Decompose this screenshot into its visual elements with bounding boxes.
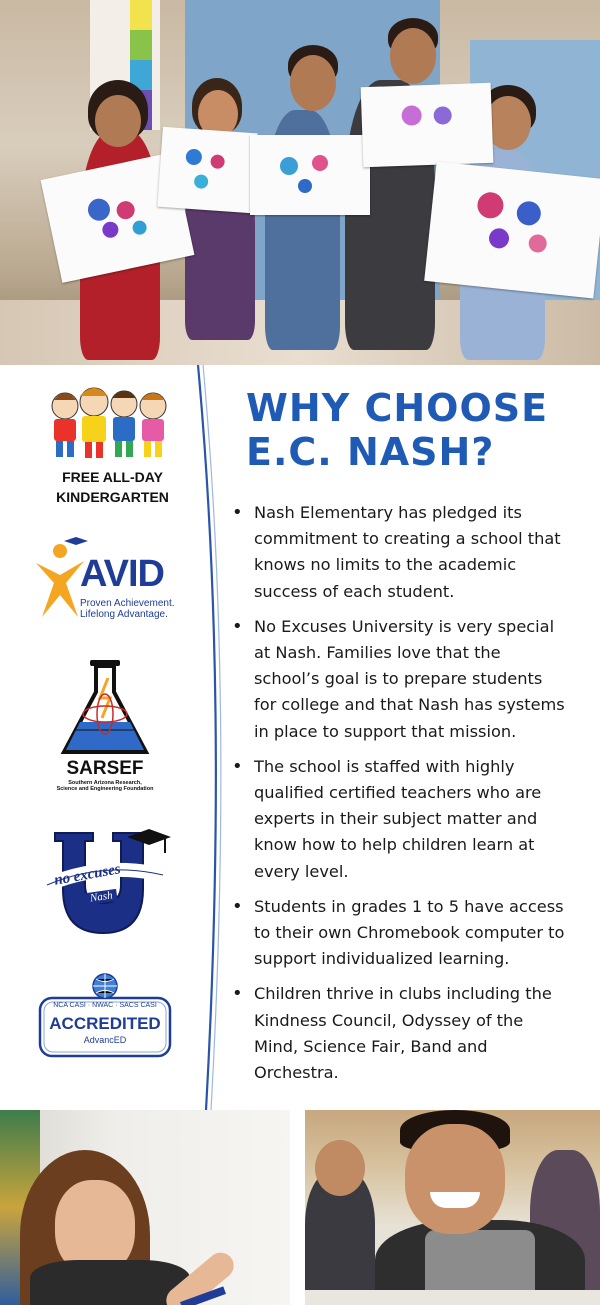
sarsef-subtitle — [30, 780, 180, 792]
no-excuses-university-logo — [30, 825, 195, 940]
kindergarten-label — [30, 467, 195, 507]
no-excuses-nash-text: Nash — [85, 889, 117, 905]
butterfly-artwork — [250, 135, 370, 215]
no-excuses-text: no excuses — [53, 861, 122, 889]
accredited-logo — [30, 970, 195, 1065]
accredited-agencies: NCA CASI · NWAC · SACS CASI — [53, 1002, 157, 1009]
avid-tagline-line2: Lifelong Advantage. — [80, 609, 168, 620]
page-title-line1: WHY CHOOSE — [246, 386, 549, 430]
kindergarten-label-line2: KINDERGARTEN — [56, 489, 169, 505]
photo-girl-whiteboard — [0, 1110, 290, 1305]
avid-tagline-line1: Proven Achievement. — [80, 598, 175, 609]
list-item: • Children thrive in clubs including the Kindness Council, Odyssey of the Mind, Science Fair, Band and Orchestra. — [228, 981, 568, 1086]
avid-tagline — [80, 598, 175, 620]
avid-logo — [30, 535, 195, 630]
reasons-list — [228, 500, 568, 1095]
page-title-line2: E.C. NASH? — [246, 430, 495, 474]
page-title — [246, 386, 586, 474]
sarsef-logo — [30, 658, 195, 798]
kindergarten-label-line1: FREE ALL-DAY — [62, 469, 163, 485]
kindergarten-logo — [30, 380, 195, 510]
photo-boy-smiling — [305, 1110, 600, 1305]
top-photo-students-with-art — [0, 0, 600, 365]
flask-icon — [30, 658, 180, 758]
kids-icon — [30, 380, 195, 465]
sarsef-subtitle-line1: Southern Arizona Research, — [68, 780, 142, 786]
butterfly-artwork — [157, 127, 257, 213]
butterfly-artwork — [424, 161, 600, 298]
butterfly-artwork — [361, 83, 494, 167]
list-item: • No Excuses University is very special at Nash. Families love that the school’s goal is to prepare students for college and that Nash has systems in place to support that mission. — [228, 614, 568, 745]
list-item: • Students in grades 1 to 5 have access to their own Chromebook computer to support individualized learning. — [228, 894, 568, 973]
sarsef-wordmark: SARSEF — [66, 758, 144, 779]
advanced-wordmark: AdvancED — [83, 1035, 127, 1045]
list-item: • The school is staffed with highly qualified certified teachers who are experts in their subject matter and know how to help children learn at every level. — [228, 754, 568, 885]
list-item: • Nash Elementary has pledged its commitment to creating a school that knows no limits to the academic success of each student. — [228, 500, 568, 605]
avid-wordmark: AVID — [80, 553, 164, 595]
sarsef-subtitle-line2: Science and Engineering Foundation — [56, 786, 154, 792]
accredited-wordmark: ACCREDITED — [49, 1014, 161, 1033]
